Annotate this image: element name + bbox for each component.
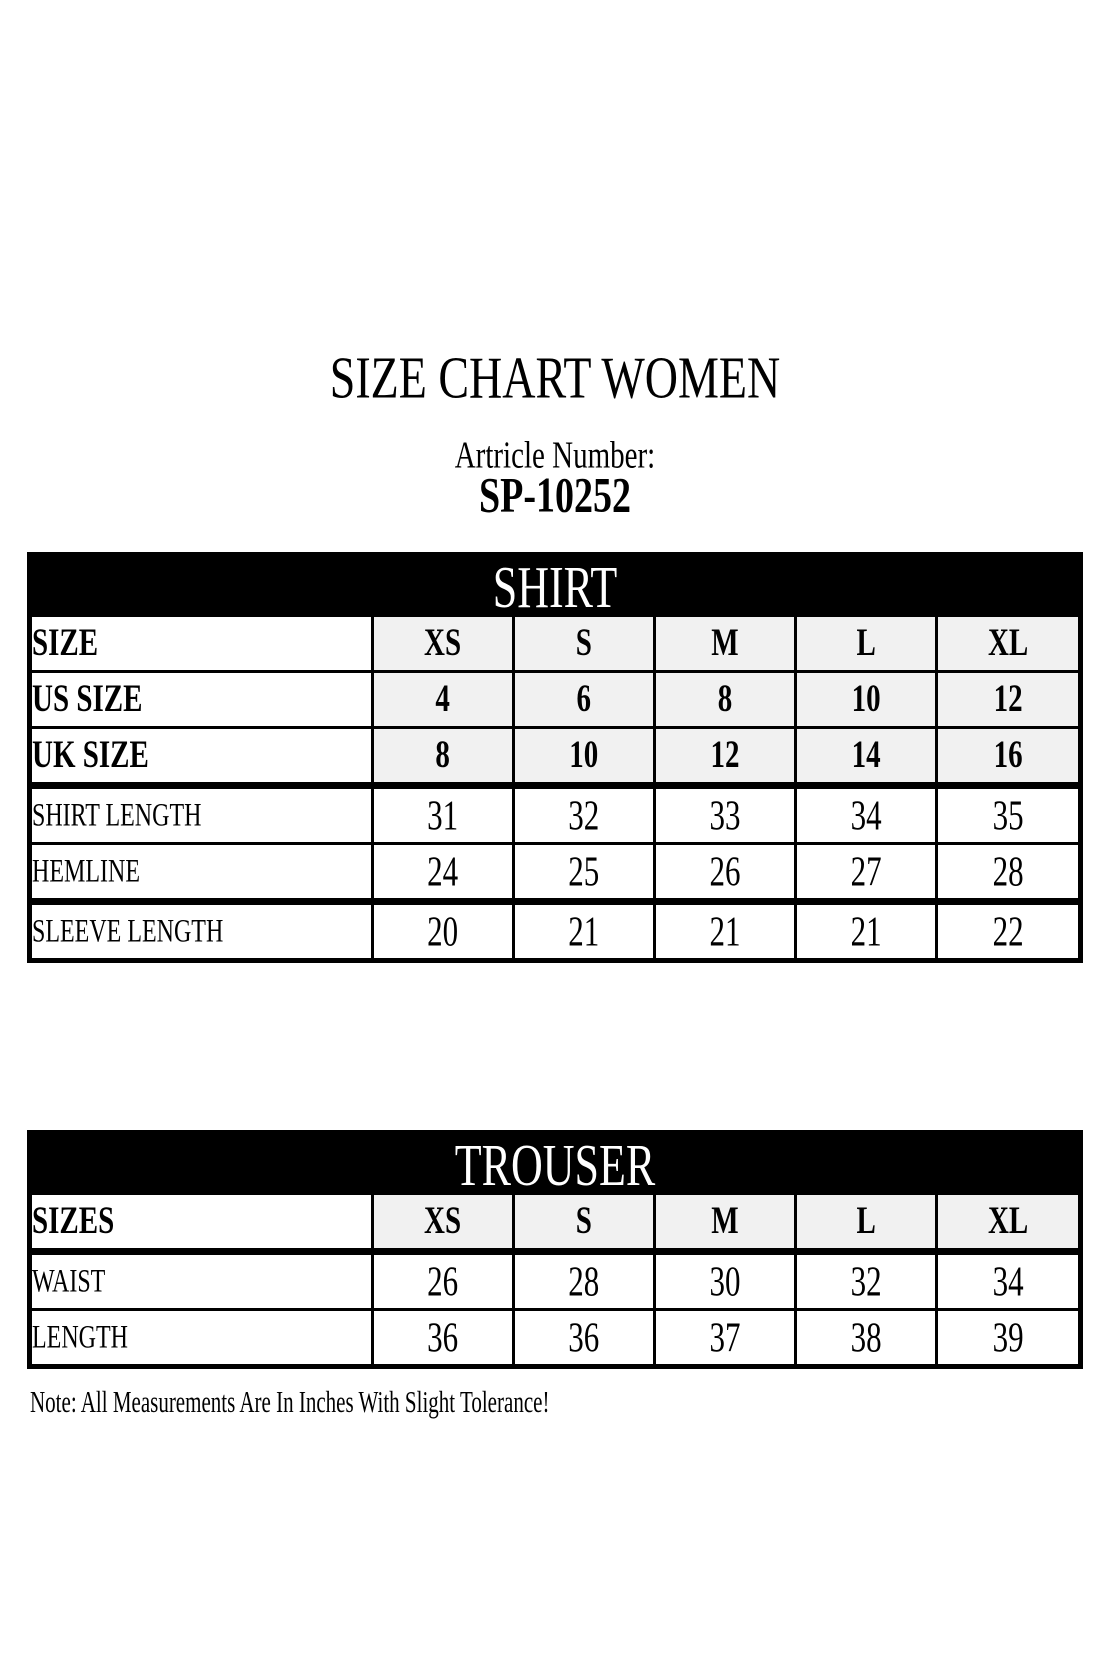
cell-value: 37 [709, 1313, 741, 1362]
cell-value: XS [424, 621, 462, 665]
row-label: SIZES [32, 1199, 115, 1243]
value-cell [654, 902, 795, 959]
cell-value: S [575, 621, 592, 665]
row-label: HEMLINE [32, 853, 140, 890]
shirt-table-grid [32, 617, 1078, 958]
value-cell [654, 1252, 795, 1310]
value-cell [937, 617, 1078, 672]
cell-value: 21 [568, 907, 600, 956]
table-row [32, 728, 1078, 786]
table-row [32, 1310, 1078, 1365]
value-cell [937, 844, 1078, 902]
table-row [32, 1195, 1078, 1252]
table-row [32, 844, 1078, 902]
row-label: UK SIZE [32, 733, 149, 777]
cell-value: 34 [850, 791, 882, 840]
value-cell [372, 902, 513, 959]
cell-value: 38 [850, 1313, 882, 1362]
trouser-table-title: TROUSER [454, 1131, 656, 1199]
value-cell [372, 1195, 513, 1252]
cell-value: 28 [568, 1257, 600, 1306]
trouser-table-header-bar [32, 1131, 1078, 1199]
value-cell [654, 617, 795, 672]
value-cell [513, 902, 654, 959]
cell-value: 30 [709, 1257, 741, 1306]
value-cell [796, 617, 937, 672]
shirt-size-table [27, 552, 1083, 963]
cell-value: M [711, 621, 739, 665]
article-number-value: SP-10252 [479, 468, 631, 524]
row-label: SIZE [32, 621, 99, 665]
cell-value: 12 [710, 733, 740, 777]
value-cell [937, 1195, 1078, 1252]
cell-value: 12 [993, 677, 1023, 721]
cell-value: 39 [992, 1313, 1024, 1362]
value-cell [513, 1310, 654, 1365]
cell-value: 35 [992, 791, 1024, 840]
value-cell [654, 844, 795, 902]
value-cell [513, 1195, 654, 1252]
cell-value: L [856, 621, 876, 665]
row-label-cell [32, 1195, 372, 1252]
value-cell [937, 786, 1078, 844]
cell-value: 25 [568, 847, 600, 896]
cell-value: 8 [717, 677, 733, 721]
value-cell [796, 902, 937, 959]
value-cell [513, 728, 654, 786]
cell-value: 8 [435, 733, 450, 777]
value-cell [654, 728, 795, 786]
row-label: SLEEVE LENGTH [32, 913, 224, 950]
value-cell [513, 786, 654, 844]
cell-value: 22 [992, 907, 1024, 956]
row-label-cell [32, 786, 372, 844]
cell-value: 4 [435, 677, 450, 721]
table-row [32, 786, 1078, 844]
value-cell [654, 1195, 795, 1252]
value-cell [937, 1310, 1078, 1365]
cell-value: 16 [993, 733, 1023, 777]
row-label-cell [32, 844, 372, 902]
value-cell [372, 728, 513, 786]
table-row [32, 1252, 1078, 1310]
row-label-cell [32, 1310, 372, 1365]
page-title: SIZE CHART WOMEN [329, 344, 781, 411]
value-cell [796, 844, 937, 902]
value-cell [654, 786, 795, 844]
value-cell [654, 672, 795, 728]
value-cell [796, 1310, 937, 1365]
value-cell [796, 728, 937, 786]
table-row [32, 617, 1078, 672]
cell-value: XL [987, 1199, 1029, 1243]
value-cell [372, 786, 513, 844]
value-cell [372, 1252, 513, 1310]
value-cell [513, 1252, 654, 1310]
value-cell [796, 672, 937, 728]
cell-value: 31 [427, 791, 459, 840]
cell-value: 36 [427, 1313, 459, 1362]
table-row [32, 902, 1078, 959]
cell-value: XS [424, 1199, 462, 1243]
value-cell [796, 786, 937, 844]
value-cell [937, 728, 1078, 786]
cell-value: 26 [709, 847, 741, 896]
cell-value: 21 [850, 907, 882, 956]
value-cell [372, 1310, 513, 1365]
cell-value: 6 [576, 677, 592, 721]
value-cell [372, 617, 513, 672]
cell-value: 26 [427, 1257, 459, 1306]
row-label: WAIST [32, 1263, 106, 1300]
row-label-cell [32, 617, 372, 672]
table-row [32, 672, 1078, 728]
row-label: LENGTH [32, 1319, 128, 1356]
value-cell [372, 844, 513, 902]
value-cell [796, 1252, 937, 1310]
row-label-cell [32, 728, 372, 786]
shirt-table-title: SHIRT [492, 553, 618, 621]
shirt-table-header-bar [32, 553, 1078, 621]
value-cell [937, 1252, 1078, 1310]
value-cell [513, 617, 654, 672]
value-cell [937, 672, 1078, 728]
cell-value: 27 [850, 847, 882, 896]
cell-value: M [711, 1199, 739, 1243]
cell-value: 33 [709, 791, 741, 840]
cell-value: L [856, 1199, 876, 1243]
value-cell [513, 844, 654, 902]
cell-value: 21 [709, 907, 741, 956]
cell-value: S [575, 1199, 592, 1243]
row-label-cell [32, 672, 372, 728]
cell-value: 20 [427, 907, 459, 956]
row-label: US SIZE [32, 677, 143, 721]
cell-value: 28 [992, 847, 1024, 896]
cell-value: 24 [427, 847, 459, 896]
cell-value: 10 [851, 677, 881, 721]
cell-value: 14 [851, 733, 881, 777]
cell-value: 32 [850, 1257, 882, 1306]
row-label: SHIRT LENGTH [32, 797, 202, 834]
value-cell [796, 1195, 937, 1252]
cell-value: XL [987, 621, 1029, 665]
cell-value: 34 [992, 1257, 1024, 1306]
article-number-label: Artricle Number: [454, 435, 656, 477]
row-label-cell [32, 1252, 372, 1310]
trouser-table-grid [32, 1195, 1078, 1364]
trouser-size-table [27, 1130, 1083, 1369]
cell-value: 32 [568, 791, 600, 840]
value-cell [372, 672, 513, 728]
row-label-cell [32, 902, 372, 959]
cell-value: 36 [568, 1313, 600, 1362]
cell-value: 10 [569, 733, 599, 777]
value-cell [513, 672, 654, 728]
value-cell [937, 902, 1078, 959]
value-cell [654, 1310, 795, 1365]
measurement-note: Note: All Measurements Are In Inches With Slight Tolerance! [30, 1384, 550, 1420]
